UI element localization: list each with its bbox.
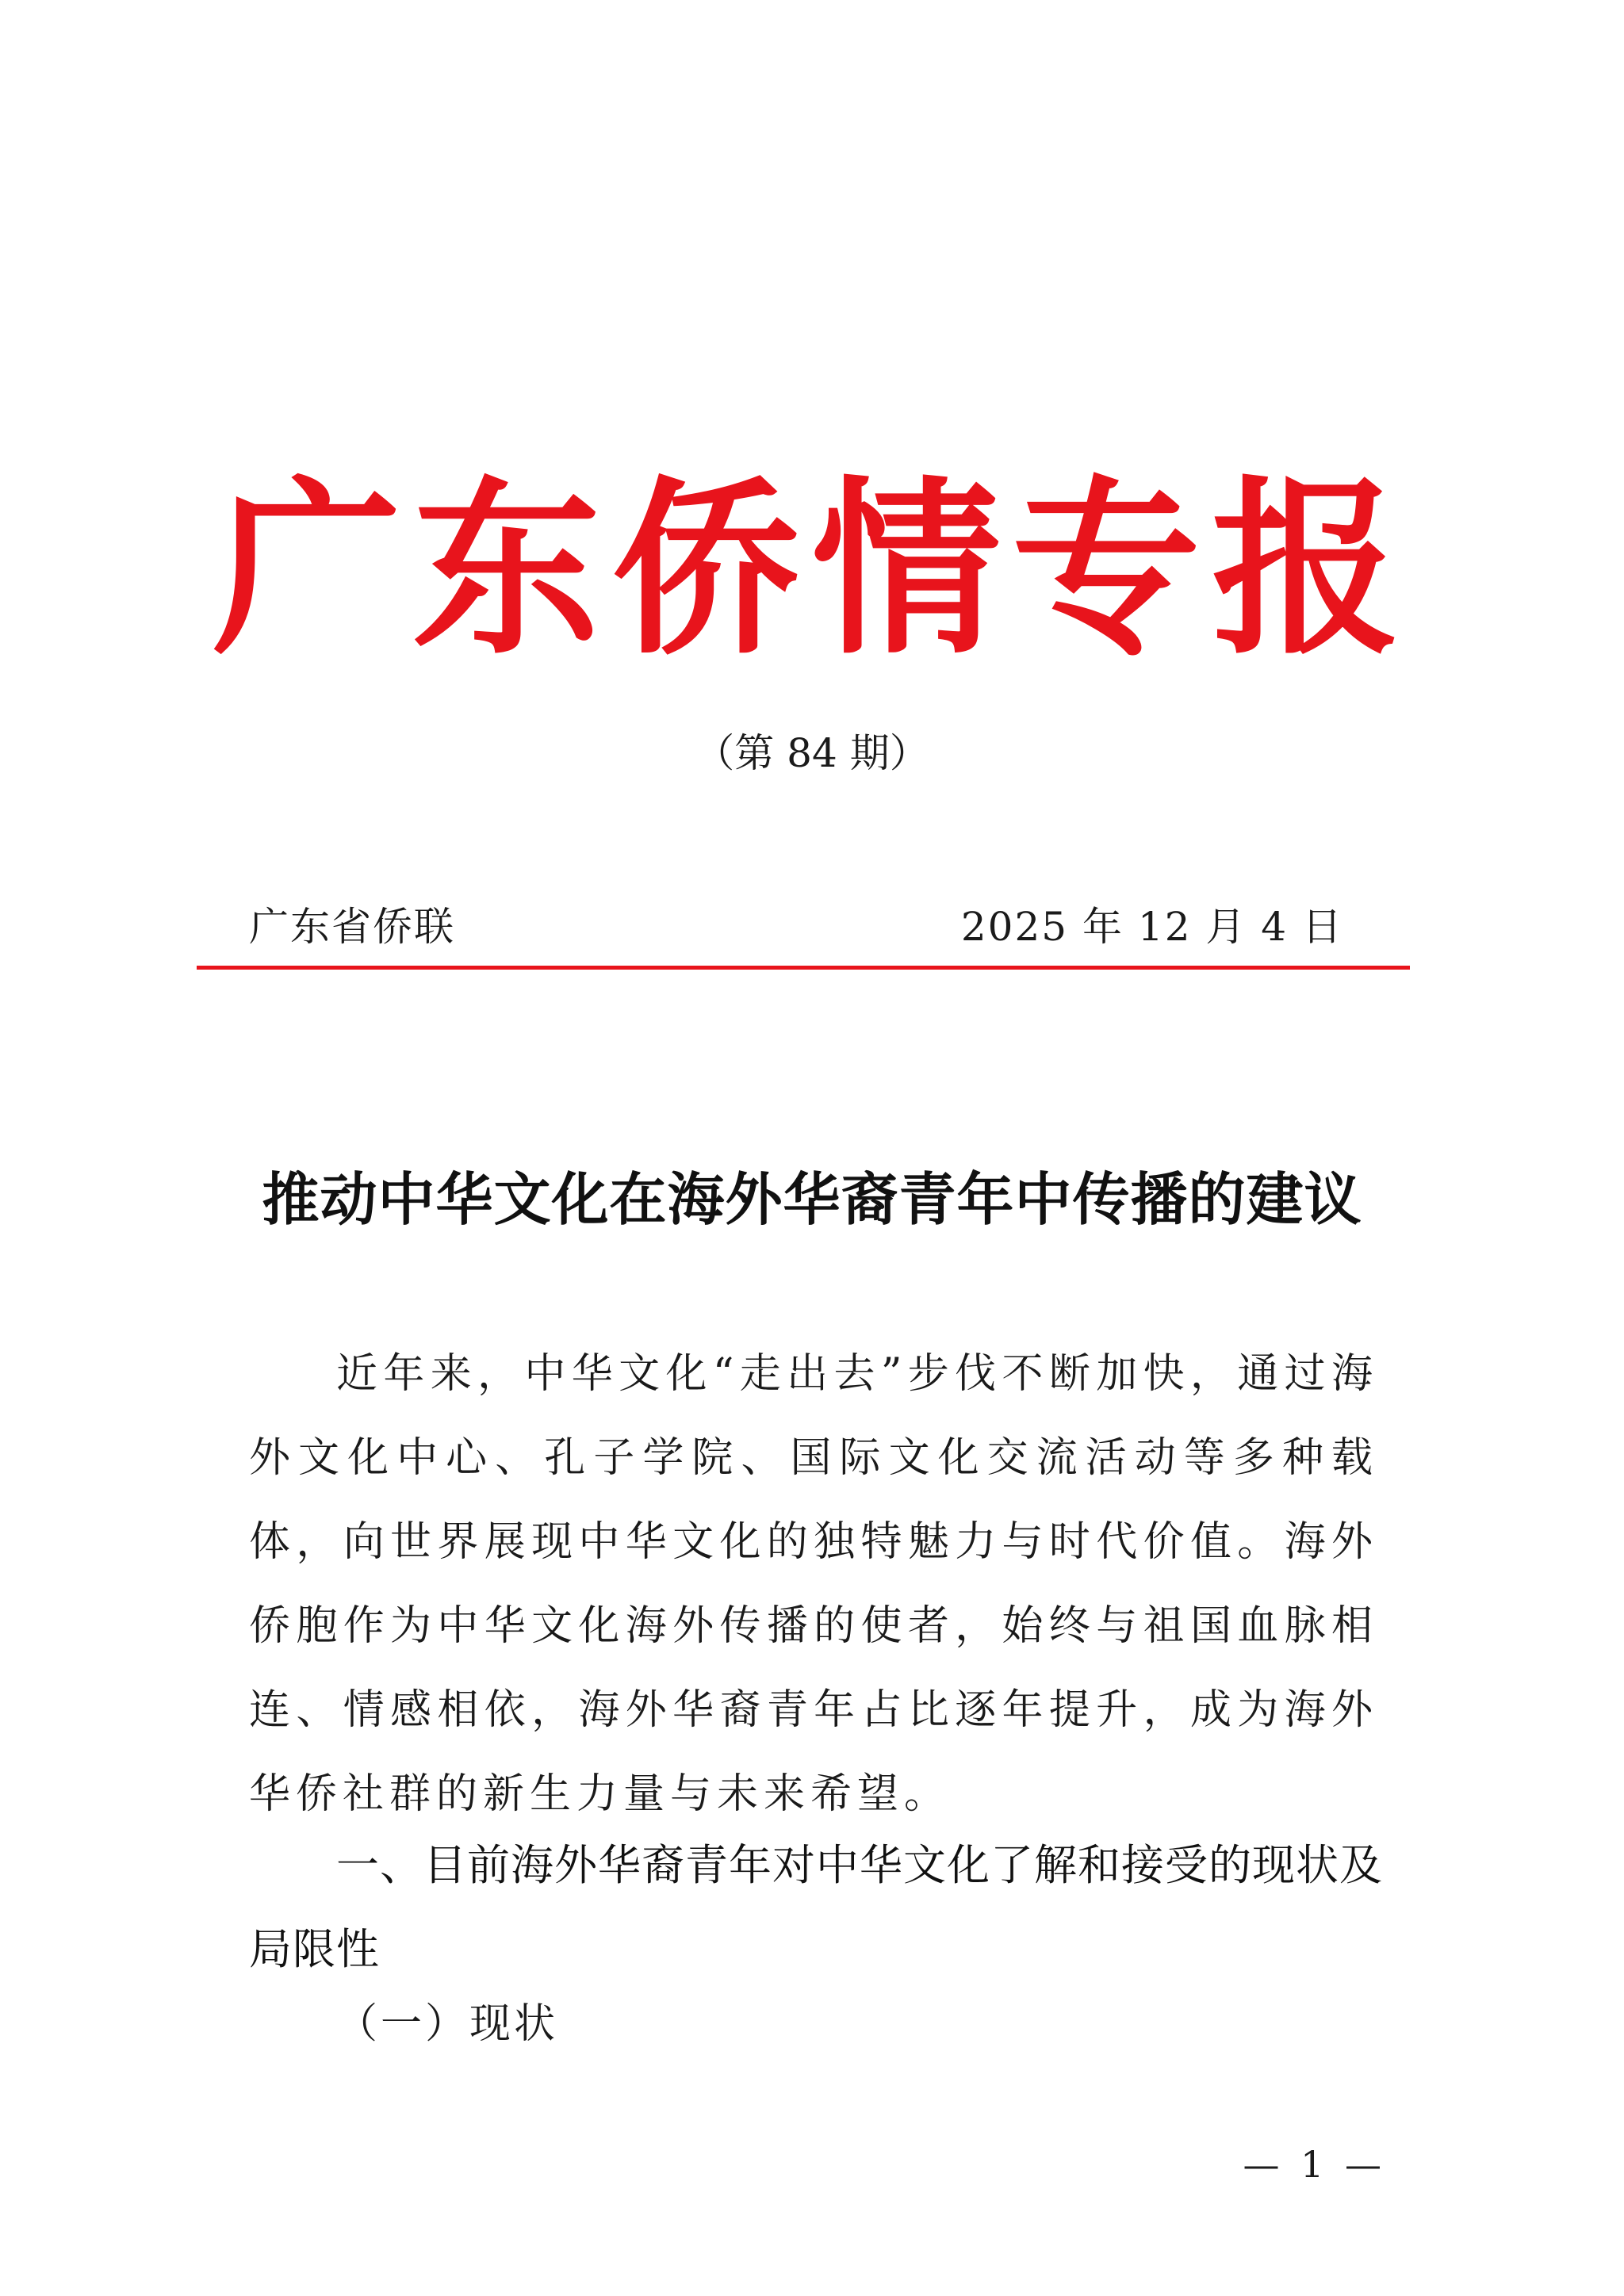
subsection-heading: （一）现状 xyxy=(336,2000,559,2048)
issue-date: 2025 年 12 月 4 日 xyxy=(960,904,1343,950)
page-number: — 1 — xyxy=(1243,2143,1386,2186)
section-heading: 一、目前海外华裔青年对中华文化了解和接受的现状及局限性 xyxy=(249,1840,1383,1974)
intro-paragraph: 近年来，中华文化“走出去”步伐不断加快，通过海外文化中心、孔子学院、国际文化交流活动等多种载体，向世界展现中华文化的独特魅力与时代价值。海外侨胞作为中华文化海外传播的使者，始终与祖国血脉相连、情感相依，海外华裔青年占比逐年提升，成为海外华侨社群的新生力量与未来希望。 xyxy=(249,1350,1378,1818)
masthead-title: 广东侨情专报 xyxy=(213,459,1411,680)
issue-number: （第 84 期） xyxy=(695,730,929,776)
article-title: 推动中华文化在海外华裔青年中传播的建议 xyxy=(262,1165,1362,1233)
red-divider-line xyxy=(197,966,1410,970)
issuer-name: 广东省侨联 xyxy=(249,904,455,950)
